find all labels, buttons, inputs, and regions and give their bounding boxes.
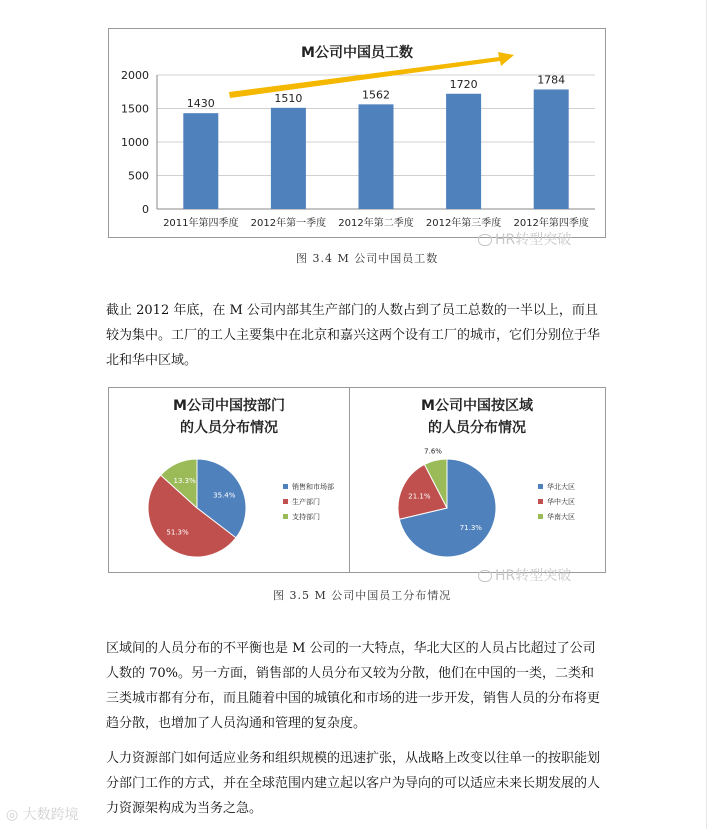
data-label: 1562 [362, 88, 390, 102]
pie-value-label: 35.4% [213, 491, 236, 500]
y-tick-label: 1000 [121, 136, 149, 149]
page-edge-line [706, 0, 707, 829]
pie-title-line: 的人员分布情况 [180, 420, 278, 436]
data-label: 1510 [274, 91, 303, 105]
x-tick-label: 2012年第一季度 [250, 218, 327, 229]
legend-label: 华南大区 [547, 513, 575, 521]
chat-icon [478, 234, 492, 246]
brand-logo-icon: ◎ [6, 807, 23, 823]
data-label: 1784 [537, 73, 566, 87]
y-tick-label: 1500 [121, 102, 149, 116]
x-tick-label: 2011年第四季度 [163, 218, 239, 229]
legend-swatch [538, 499, 543, 504]
pie-title-line: M公司中国按区域 [421, 398, 533, 414]
pie-value-label: 7.6% [424, 447, 442, 456]
bar [359, 104, 394, 209]
bar [183, 113, 218, 209]
pie-title-line: M公司中国按部门 [173, 398, 285, 414]
legend-label: 生产部门 [292, 498, 320, 506]
brand-watermark: ◎ 大数跨境 [6, 807, 79, 823]
legend-swatch [538, 514, 543, 519]
pie-value-label: 71.3% [459, 523, 482, 532]
legend-swatch [283, 499, 288, 504]
pie-value-label: 21.1% [408, 492, 431, 501]
data-label: 1720 [449, 77, 478, 91]
body-paragraph-3: 人力资源部门如何适应业务和组织规模的迅速扩张，从战略上改变以往单一的按职能划分部门工作的方式，并在全球范围内建立起以客户为导向的可以适应未来长期发展的人力资源架构成为当务之急。 [106, 751, 601, 816]
legend-label: 支持部门 [292, 513, 320, 521]
pie-title-line: 的人员分布情况 [428, 420, 526, 436]
watermark-2: HR转型突破 [478, 565, 571, 585]
y-tick-label: 0 [142, 203, 149, 216]
pie-value-label: 13.3% [173, 477, 196, 486]
x-tick-label: 2012年第三季度 [425, 218, 502, 229]
bar-chart-panel [108, 28, 606, 238]
pie-chart-region [350, 388, 605, 572]
legend-label: 华中大区 [547, 498, 575, 506]
data-label: 1430 [186, 97, 215, 111]
y-tick-label: 2000 [121, 69, 149, 82]
bar-chart [109, 29, 605, 237]
bar [271, 108, 306, 209]
legend-swatch [538, 484, 543, 489]
legend-label: 华北大区 [547, 483, 575, 491]
bar [534, 89, 569, 209]
figure-caption-3-5: 图 3.5 M 公司中国员工分布情况 [273, 589, 452, 602]
watermark-1: HR转型突破 [478, 229, 571, 249]
x-tick-label: 2012年第四季度 [513, 218, 589, 229]
pie-chart-department [109, 388, 349, 572]
legend-label: 销售和市场部 [292, 483, 334, 491]
x-tick-label: 2012年第二季度 [338, 218, 414, 229]
pie-chart-panel-region [349, 387, 606, 573]
pie-value-label: 51.3% [166, 528, 189, 537]
legend-swatch [283, 484, 288, 489]
figure-caption-3-4: 图 3.4 M 公司中国员工数 [296, 252, 439, 265]
body-paragraph-2: 区域间的人员分布的不平衡也是 M 公司的一大特点，华北大区的人员占比超过了公司人数的 70%。另一方面，销售部的人员分布又较为分散，他们在中国的一类，二类和三类城市都有分布，而且随着中国的城镇化和市场的进一步开发，销售人员的分布将更趋分散，也增加了人员沟通和管理的复杂度。 [106, 641, 601, 731]
y-tick-label: 500 [128, 169, 149, 183]
pie-chart-panel-department [108, 387, 350, 573]
chat-icon [478, 570, 492, 582]
bar [446, 94, 481, 209]
chart-title: M公司中国员工数 [301, 45, 413, 61]
body-paragraph-1: 截止 2012 年底，在 M 公司内部其生产部门的人数占到了员工总数的一半以上，而且较为集中。工厂的工人主要集中在北京和嘉兴这两个设有工厂的城市，它们分别位于华北和华中区域。 [106, 303, 601, 368]
legend-swatch [283, 514, 288, 519]
